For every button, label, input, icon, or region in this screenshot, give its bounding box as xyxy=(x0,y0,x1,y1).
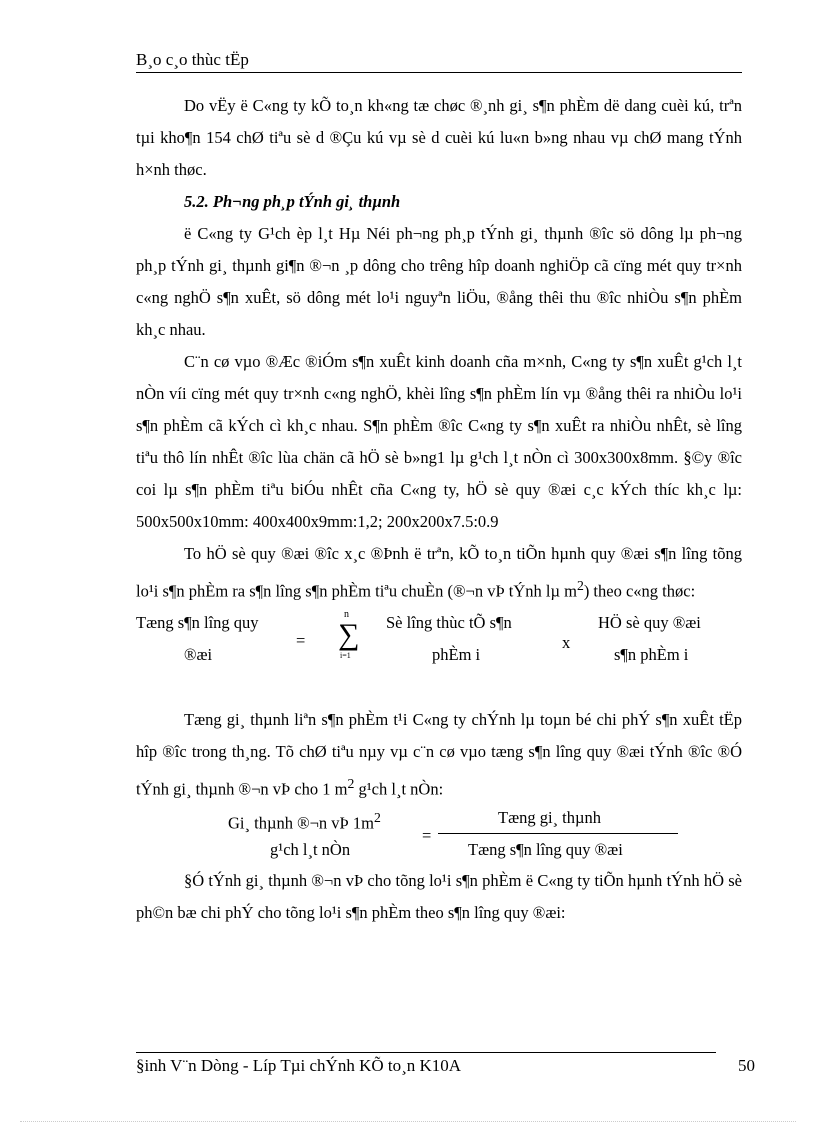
formula1-times: x xyxy=(562,632,571,652)
footer-divider xyxy=(136,1052,716,1053)
formula1-numerator-line2: phÈm i xyxy=(432,644,481,664)
sigma-symbol: ∑ xyxy=(338,617,360,651)
formula2-lhs-line1-text: Gi¸ thµnh ®¬n vÞ 1m xyxy=(228,813,374,833)
formula1-numerator-line1: Sè lîng thùc tÕ s¶n xyxy=(386,612,512,632)
formula1-sigma-top: n xyxy=(344,608,349,620)
page-number: 50 xyxy=(738,1056,755,1075)
page-header xyxy=(136,50,742,73)
formula1-coefficient-line2: s¶n phÈm i xyxy=(614,644,689,664)
page-bottom-border xyxy=(20,1121,796,1122)
formula2-numerator: Tæng gi¸ thµnh xyxy=(498,808,602,827)
superscript-2: 2 xyxy=(576,578,584,593)
formula1-lhs-line2: ®æi xyxy=(184,644,213,664)
formula1-sigma-bottom: i=1 xyxy=(340,650,351,660)
formula2-equals: = xyxy=(422,826,432,845)
paragraph-3: C¨n cø vµo ®Æc ®iÓm s¶n xuÊt kinh doanh cña m×nh, C«ng ty s¶n xuÊt g¹ch l¸t nÒn víi cïng mét quy tr×nh c«ng nghÖ, khèi lîng s¶n phÈm lín vµ ®ång thêi ra nhiÒu lo¹i s¶n phÈm cã kÝch cì kh¸c nhau. S¶n phÈm ®îc C«ng ty s¶n xuÊt ra nhiÒu nhÊt, sè lîng tiªu thô lín nhÊt ®îc lùa chän cã hÖ sè b»ng1 lµ g¹ch l¸t nÒn cì 300x300x8mm. §©y ®îc coi lµ s¶n phÈm tiªu biÓu nhÊt cña C«ng ty, hÖ sè quy ®æi c¸c kÝch thíc kh¸c lµ: 500x500x10mm: 400x400x9mm:1,2; 200x200x7.5:0.9 xyxy=(136,352,742,531)
superscript-2b: 2 xyxy=(347,775,355,791)
paragraph-2: ë C«ng ty G¹ch èp l¸t Hµ Néi ph¬ng ph¸p tÝnh gi¸ thµnh ®îc sö dông lµ ph¬ng ph¸p tÝnh gi¸ thµnh gi¶n ®¬n ¸p dông cho trêng hîp doanh nghiÖp cã cïng mét quy tr×nh c«ng nghÖ s¶n xuÊt, sö dông mét lo¹i nguyªn liÖu, ®ång thêi thu ®îc nhiÒu s¶n phÈm kh¸c nhau. xyxy=(136,224,742,339)
paragraph-5-text: Tæng gi¸ thµnh liªn s¶n phÈm t¹i C«ng ty chÝnh lµ toµn bé chi phÝ s¶n xuÊt tËp hîp ®îc trong th¸ng. Tõ chØ tiªu nµy vµ c¨n cø vµo tæng s¶n lîng quy ®æi tÝnh ®îc ®Ó tÝnh gi¸ thµnh ®¬n vÞ cho 1 m xyxy=(136,709,742,798)
paragraph-5-text-end: g¹ch l¸t nÒn: xyxy=(354,779,444,798)
formula-standard-output xyxy=(136,608,742,704)
formula1-lhs-line1: Tæng s¶n lîng quy xyxy=(136,612,259,632)
superscript-2c: 2 xyxy=(373,810,381,825)
footer-author: §inh V¨n Dòng - Líp Tµi chÝnh KÕ to¸n K10A xyxy=(136,1056,462,1075)
formula1-coefficient-line1: HÖ sè quy ®æi xyxy=(598,612,701,632)
paragraph-6: §Ó tÝnh gi¸ thµnh ®¬n vÞ cho tõng lo¹i s¶n phÈm ë C«ng ty tiÕn hµnh tÝnh hÖ sè ph©n bæ chi phÝ cho tõng lo¹i s¶n phÈm theo s¶n lîng quy ®æi: xyxy=(136,871,742,922)
paragraph-1: Do vËy ë C«ng ty kÕ to¸n kh«ng tæ chøc ®¸nh gi¸ s¶n phÈm dë dang cuèi kú, trªn tµi kho¶n 154 chØ tiªu sè d ®Çu kú vµ sè d cuèi kú lu«n b»ng nhau vµ chØ mang tÝnh h×nh thøc. xyxy=(136,96,742,179)
formula2-denominator: Tæng s¶n lîng quy ®æi xyxy=(468,840,623,859)
header-title: B¸o c¸o thùc tËp xyxy=(136,50,249,69)
paragraph-4-text-end: ) theo c«ng thøc: xyxy=(583,581,696,601)
formula2-lhs-line2: g¹ch l¸t nÒn xyxy=(270,840,351,859)
document-body xyxy=(136,90,742,929)
formula1-equals: = xyxy=(296,630,306,650)
paragraph-4-text: To hÖ sè quy ®æi ®îc x¸c ®Þnh ë trªn, kÕ to¸n tiÕn hµnh quy ®æi s¶n lîng tõng lo¹i s¶n phÈm ra s¶n lîng s¶n phÈm tiªu chuÈn (®¬n vÞ tÝnh lµ m xyxy=(136,544,742,601)
formula2-lhs-line1 xyxy=(228,807,381,835)
section-heading: 5.2. Ph¬ng ph¸p tÝnh gi¸ thµnh xyxy=(184,192,401,211)
paragraph-5 xyxy=(136,704,742,806)
fraction-bar xyxy=(438,833,678,834)
paragraph-4 xyxy=(136,538,742,608)
formula-unit-cost xyxy=(136,805,742,865)
